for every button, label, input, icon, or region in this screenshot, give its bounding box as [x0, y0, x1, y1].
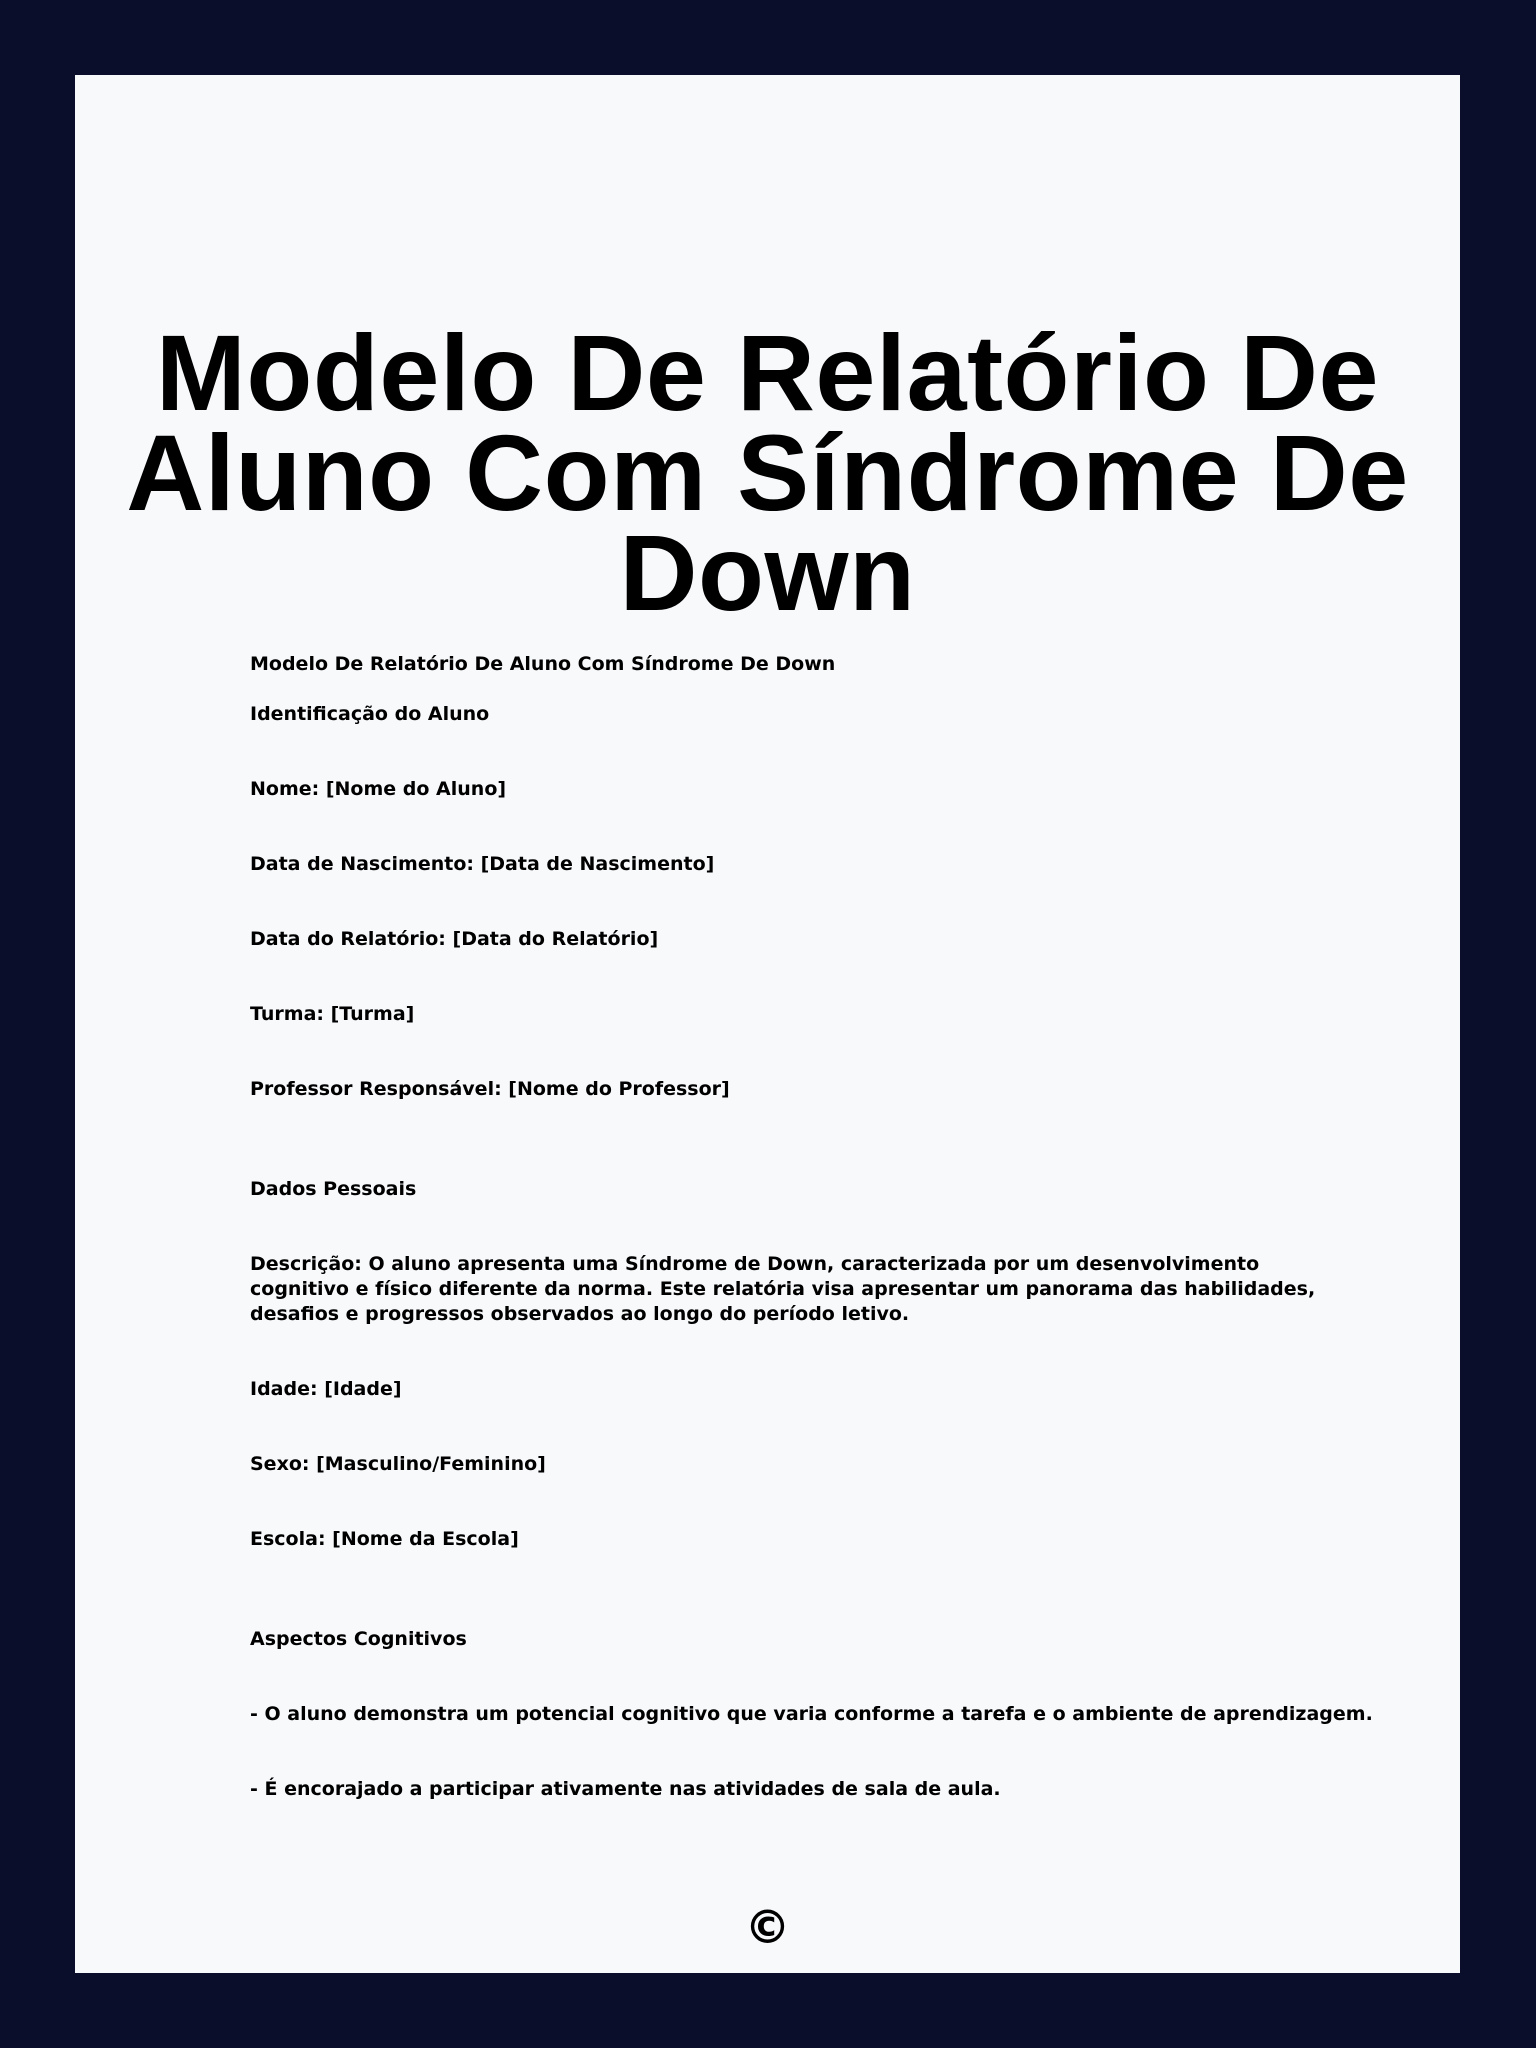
cognitive-item-2: - É encorajado a participar ativamente nas atividades de sala de aula.	[250, 1778, 1001, 1800]
section-heading-identification: Identificação do Aluno	[250, 703, 490, 725]
field-description: Descrição: O aluno apresenta uma Síndrome de Down, caracterizada por um desenvolvimento cognitivo e físico diferente da norma. Este relatória visa apresentar um panorama das habilidades, desafios e progressos observados ao longo do período letivo.	[250, 1253, 1316, 1325]
field-age: Idade: [Idade]	[250, 1378, 402, 1400]
field-name: Nome: [Nome do Aluno]	[250, 778, 507, 800]
section-heading-cognitive: Aspectos Cognitivos	[250, 1628, 467, 1650]
section-heading-personal: Dados Pessoais	[250, 1178, 417, 1200]
field-school: Escola: [Nome da Escola]	[250, 1528, 519, 1550]
document-page	[75, 75, 1460, 1973]
field-teacher: Professor Responsável: [Nome do Professor]	[250, 1078, 730, 1100]
field-birth-date: Data de Nascimento: [Data de Nascimento]	[250, 853, 715, 875]
copyright-icon: ©	[744, 1900, 791, 1954]
document-title: Modelo De Relatório De Aluno Com Síndrome De Down	[126, 312, 1409, 633]
field-class: Turma: [Turma]	[250, 1003, 415, 1025]
document-subtitle: Modelo De Relatório De Aluno Com Síndrome De Down	[250, 653, 836, 675]
field-sex: Sexo: [Masculino/Feminino]	[250, 1453, 546, 1475]
cognitive-item-1: - O aluno demonstra um potencial cognitivo que varia conforme a tarefa e o ambiente de aprendizagem.	[250, 1703, 1373, 1725]
field-report-date: Data do Relatório: [Data do Relatório]	[250, 928, 659, 950]
